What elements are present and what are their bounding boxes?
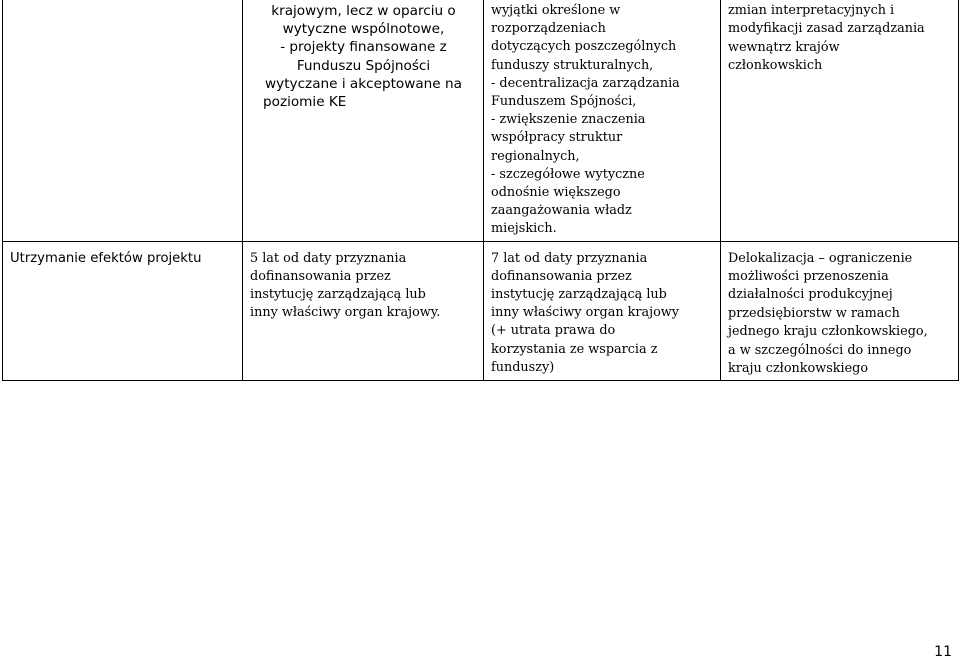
text-line: a w szczególności do innego (728, 342, 912, 358)
cell-sustainability-col4 (721, 241, 959, 381)
cell-text-block (250, 250, 477, 323)
text-line: Funduszem Spójności, (491, 94, 637, 110)
cell-continuation-col2 (243, 0, 484, 241)
table-row-sustainability (3, 241, 959, 381)
text-line: korzystania ze wsparcia z (491, 341, 658, 357)
row-label: Utrzymanie efektów projektu (10, 250, 202, 266)
text-line: - projekty finansowane z (280, 39, 447, 56)
cell-continuation-col3 (484, 0, 721, 241)
text-line: Funduszu Spójności (296, 57, 431, 74)
text-line: współpracy struktur (491, 130, 623, 146)
text-line: przedsiębiorstw w ramach (728, 305, 900, 321)
text-line: dotyczących poszczególnych (491, 39, 677, 55)
text-line: dofinansowania przez (250, 268, 391, 284)
text-line: instytucję zarządzającą lub (250, 287, 426, 303)
text-line: jednego kraju członkowskiego, (728, 324, 928, 340)
text-line: - szczegółowe wytyczne (491, 166, 645, 182)
text-line: kraju członkowskiego (728, 361, 869, 377)
text-line: regionalnych, (491, 148, 580, 164)
text-line: odnośnie większego (491, 185, 621, 201)
cell-sustainability-col2 (243, 241, 484, 381)
text-line: działalności produkcyjnej (728, 287, 893, 303)
text-line: inny właściwy organ krajowy (491, 305, 679, 321)
text-line: - decentralizacja zarządzania (491, 75, 680, 91)
cell-continuation-col4 (721, 0, 959, 241)
text-line: funduszy) (491, 359, 555, 375)
text-line: krajowym, lecz w oparciu o (271, 3, 456, 19)
text-line: 5 lat od daty przyznania (250, 250, 407, 266)
text-line: modyfikacji zasad zarządzania (728, 21, 925, 37)
text-line: miejskich. (491, 221, 557, 237)
text-line: inny właściwy organ krajowy. (250, 305, 441, 321)
text-line: wyjątki określone w (491, 3, 621, 18)
text-line: wytyczne wspólnotowe, (282, 21, 445, 38)
comparison-table (2, 0, 959, 381)
text-line: zmian interpretacyjnych i (728, 3, 895, 18)
table-row-continuation (3, 0, 959, 241)
text-line: poziomie KE (263, 94, 347, 111)
cell-text-block (728, 250, 952, 379)
cell-continuation-label (3, 0, 243, 241)
cell-text-block (491, 2, 714, 239)
text-line: Delokalizacja – ograniczenie (728, 250, 913, 266)
text-line: - zwiększenie znaczenia (491, 112, 646, 128)
text-line: możliwości przenoszenia (728, 269, 889, 285)
cell-sustainability-label (3, 241, 243, 381)
text-line: dofinansowania przez (491, 268, 632, 284)
cell-sustainability-col3 (484, 241, 721, 381)
text-line: instytucję zarządzającą lub (491, 287, 667, 303)
cell-text-block (728, 2, 952, 76)
cell-text-block (250, 2, 477, 111)
text-line: członkowskich (728, 58, 823, 74)
text-line: wytyczane i akceptowane na (265, 75, 462, 92)
text-line: zaangażowania władz (491, 203, 632, 219)
text-line: rozporządzeniach (491, 21, 606, 37)
text-line: wewnątrz krajów (728, 39, 840, 55)
text-line: (+ utrata prawa do (491, 323, 616, 339)
page-number: 11 (934, 644, 952, 660)
text-line: 7 lat od daty przyznania (491, 250, 648, 266)
cell-text-block (491, 250, 714, 377)
text-line: funduszy strukturalnych, (491, 57, 654, 73)
